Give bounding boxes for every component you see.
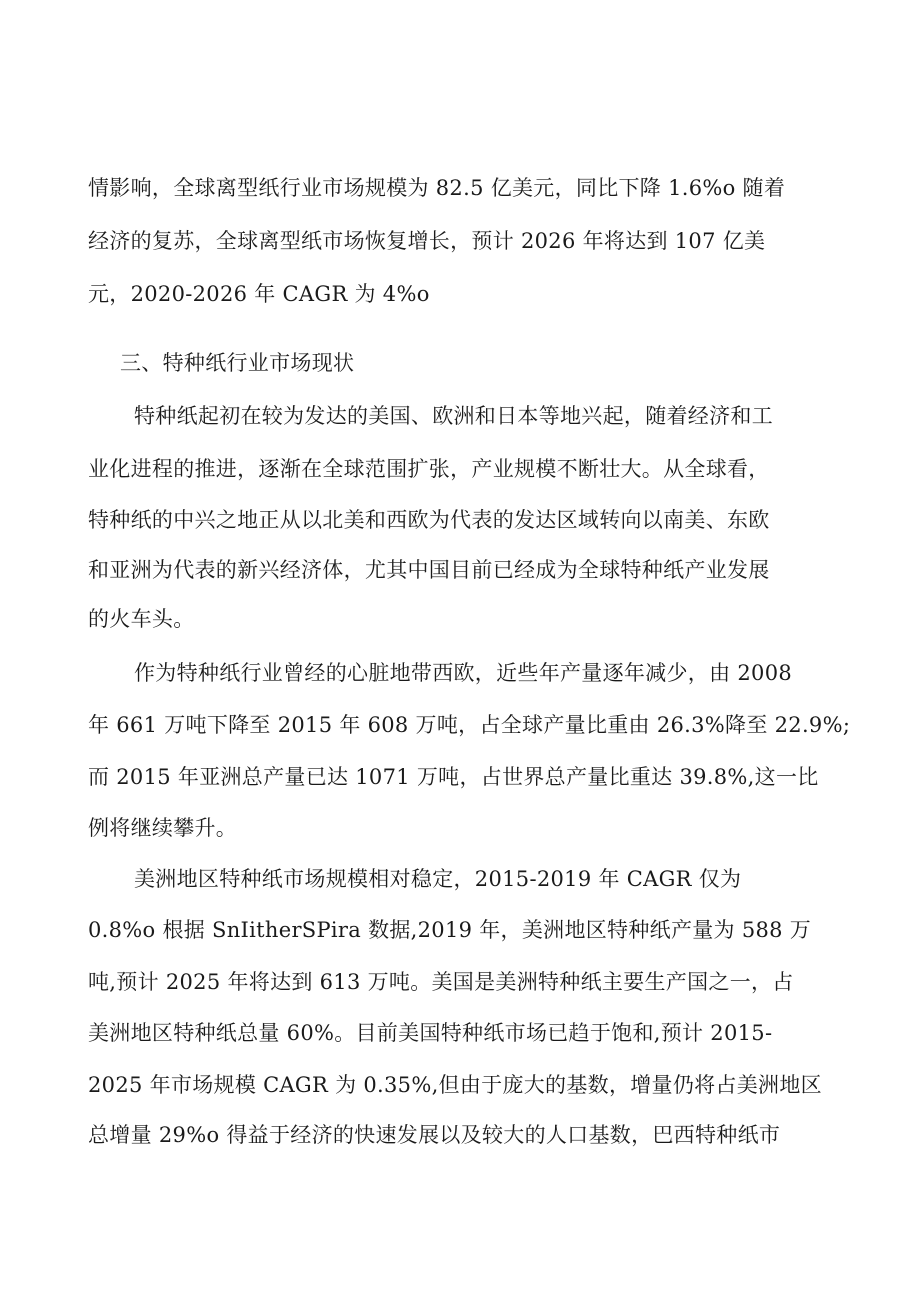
para2-line-3: 特种纸的中兴之地正从以北美和西欧为代表的发达区域转向以南美、东欧 [88,508,770,532]
para1-line-1: 情影响，全球离型纸行业市场规模为 82.5 亿美元，同比下降 1.6%o 随着 [88,176,786,200]
para4-line-3: 吨,预计 2025 年将达到 613 万吨。美国是美洲特种纸主要生产国之一，占 [88,970,794,994]
para2-line-1: 特种纸起初在较为发达的美国、欧洲和日本等地兴起，随着经济和工 [134,404,773,428]
para4-line-6: 总增量 29%o 得益于经济的快速发展以及较大的人口基数，巴西特种纸市 [88,1123,781,1147]
para4-line-4: 美洲地区特种纸总量 60%。目前美国特种纸市场已趋于饱和,预计 2015- [88,1021,773,1045]
para3-line-4: 例将继续攀升。 [88,816,238,840]
section-heading: 三、特种纸行业市场现状 [120,351,355,375]
para2-line-4: 和亚洲为代表的新兴经济体，尤其中国目前已经成为全球特种纸产业发展 [88,558,770,582]
para1-line-3: 元，2020-2026 年 CAGR 为 4%o [88,282,430,306]
para3-line-1: 作为特种纸行业曾经的心脏地带西欧，近些年产量逐年减少，由 2008 [134,661,793,685]
para4-line-5: 2025 年市场规模 CAGR 为 0.35%,但由于庞大的基数，增量仍将占美洲地区 [88,1073,822,1097]
para4-line-2: 0.8%o 根据 SnIitherSPira 数据,2019 年，美洲地区特种纸产量为 588 万 [88,918,812,942]
para2-line-5: 的火车头。 [88,607,195,631]
para2-line-2: 业化进程的推进，逐渐在全球范围扩张，产业规模不断壮大。从全球看， [88,457,770,481]
para1-line-2: 经济的复苏，全球离型纸市场恢复增长，预计 2026 年将达到 107 亿美 [88,229,766,253]
para3-line-2: 年 661 万吨下降至 2015 年 608 万吨，占全球产量比重由 26.3%降至 22.9%; [88,713,851,737]
para4-line-1: 美洲地区特种纸市场规模相对稳定，2015-2019 年 CAGR 仅为 [134,867,742,891]
para3-line-3: 而 2015 年亚洲总产量已达 1071 万吨，占世界总产量比重达 39.8%,这一比 [88,765,819,789]
